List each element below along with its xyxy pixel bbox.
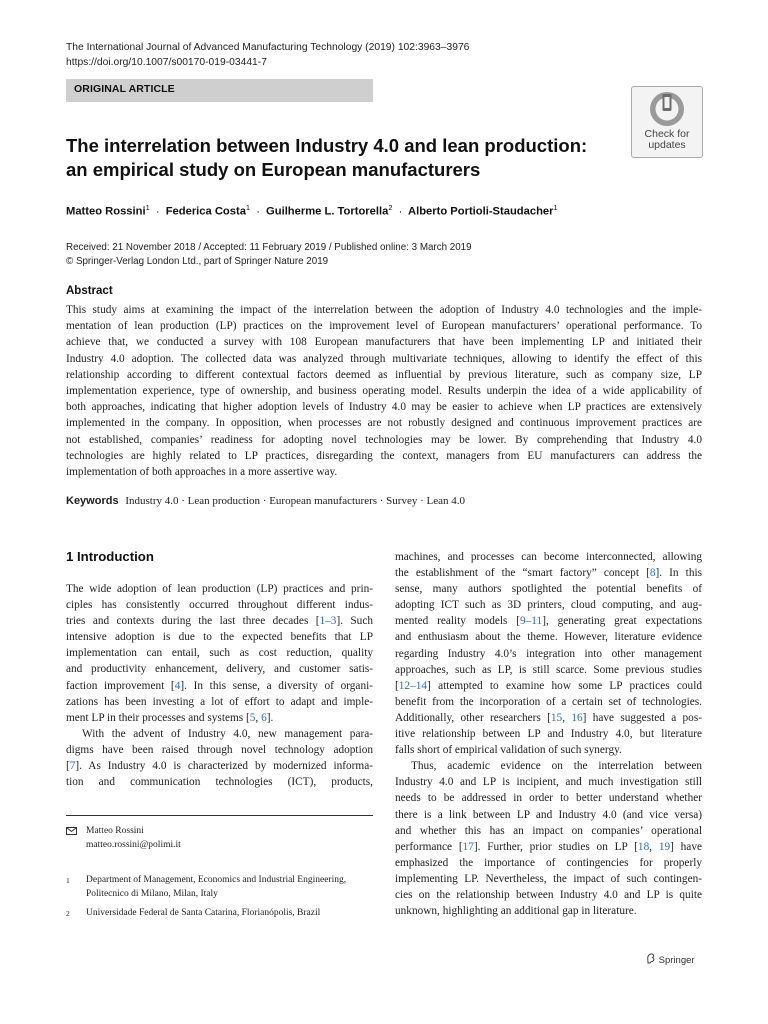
citation-link[interactable]: 18 [637, 840, 650, 853]
author-name[interactable]: Guilherme L. Tortorella [266, 205, 389, 218]
body-line: zations has been investing a lot of effort to adapt and imple- [66, 695, 373, 708]
body-line: falls short of empirical validation of such synergy. [395, 744, 622, 757]
publication-dates [66, 241, 472, 269]
copyright-line: © Springer-Verlag London Ltd., part of Springer Nature 2019 [66, 256, 329, 267]
corresponding-author [66, 825, 181, 852]
springer-logo [646, 953, 695, 966]
body-line: Thus, academic evidence on the interrelation between [411, 760, 702, 773]
citation-link[interactable]: 5 [249, 711, 256, 724]
author-separator: · [256, 205, 260, 218]
keywords-label: Keywords [66, 495, 119, 507]
springer-wordmark: Springer [658, 955, 695, 966]
section-heading: 1 Introduction [66, 549, 154, 564]
abstract-line: Industry 4.0 adoption. The collected data was analyzed through multivariate techniques, allowing to identify the effect of this [66, 352, 702, 365]
crossmark-line2: updates [648, 139, 686, 151]
body-line: needs to be addressed in order to better understand whether [395, 792, 702, 805]
affiliation-marker: 1 [553, 203, 558, 212]
body-line: implementation can entail, such as cost reduction, quality [66, 647, 373, 660]
paper-title [66, 134, 606, 182]
abstract-line: implementation of both approaches in a more assertive way. [66, 466, 338, 479]
right-column-text [395, 549, 702, 919]
corresponding-email[interactable]: matteo.rossini@polimi.it [86, 839, 181, 850]
abstract-body [66, 302, 702, 480]
abstract-line: both approaches, indicating that higher adoption levels of Industry 4.0 may be easier to achieve when LP practices are extensively [66, 401, 702, 414]
citation-link[interactable]: 6 [261, 711, 267, 724]
left-column-text [66, 581, 373, 790]
keywords-text: Industry 4.0 · Lean production · European manufacturers · Survey · Lean 4.0 [125, 495, 465, 507]
body-line: cies on the relationship between Industry 4.0 and LP is quite [395, 888, 702, 901]
body-line: tion and communication technologies (ICT), products, [66, 776, 373, 789]
affiliation-line: Department of Management, Economics and Industrial Engineering, [86, 875, 347, 885]
abstract-line: relationship according to different contextual factors deemed as influential by previous literature, such as company size, LP [66, 368, 702, 381]
check-for-updates-badge[interactable] [631, 86, 703, 158]
title-line-1: The interrelation between Industry 4.0 and lean production: [66, 135, 588, 156]
body-line: implementing LP. Nevertheless, the impact of such contingen- [395, 872, 702, 885]
body-line: emphasized the importance of contingencies for properly [395, 856, 702, 869]
affiliation-marker: 1 [145, 203, 150, 212]
body-line: sense, many authors spotlighted the potential benefits of [395, 583, 702, 596]
body-line: Additionally, other researchers [15, 16] have suggested a pos- [395, 711, 702, 724]
corresponding-name: Matteo Rossini [86, 826, 144, 836]
body-line: [12–14] attempted to examine how some LP practices could [395, 679, 702, 692]
envelope-icon [66, 827, 77, 841]
abstract-line: achieve that, we conducted a survey with 108 European manufacturers that have been implementing LP and initiated their [66, 336, 702, 349]
abstract-line: technologies are highly related to LP practices, disregarding the context, managers from EU manufacturers can address the [66, 449, 702, 462]
abstract-line: implementation experience, type of ownership, and business operating model. Results underpin the idea of a wide applicability of [66, 385, 702, 398]
affiliation-number: 1 [66, 876, 70, 885]
author-list [66, 203, 558, 218]
title-line-2: an empirical study on European manufacturers [66, 159, 481, 180]
abstract-line: not established, companies’ readiness for adopting novel technologies may be lower. By comprehending that Industry 4.0 [66, 433, 702, 446]
journal-citation: The International Journal of Advanced Manufacturing Technology (2019) 102:3963–3976 [66, 42, 470, 53]
article-type-bar [66, 79, 373, 102]
article-type-label: ORIGINAL ARTICLE [74, 83, 175, 95]
body-line: Industry 4.0 and LP is incipient, and much investigation still [395, 776, 702, 789]
citation-link[interactable]: 9–11 [520, 615, 543, 628]
author-name[interactable]: Federica Costa [165, 205, 246, 218]
body-line: there is a link between LP and Industry 4.0 (and vice versa) [395, 808, 702, 821]
body-line: regarding Industry 4.0’s integration into other management [395, 647, 702, 660]
affiliation-2 [66, 907, 373, 921]
doi-link[interactable]: https://doi.org/10.1007/s00170-019-03441-7 [66, 57, 267, 68]
citation-link[interactable]: 19 [658, 840, 671, 853]
author-separator: · [398, 205, 403, 218]
citation-link[interactable]: 15 [550, 711, 563, 724]
body-line: approaches, such as LP, is still scarce. Some previous studies [395, 663, 702, 676]
author-separator: · [155, 205, 160, 218]
keywords [66, 495, 465, 507]
body-line: unknown, highlighting an additional gap in literature. [395, 905, 637, 918]
affiliation-line: Politecnico di Milano, Milan, Italy [86, 888, 218, 899]
affiliation-marker: 2 [388, 203, 393, 212]
body-line: benefit from the incorporation of a certain set of technologies. [395, 695, 702, 708]
citation-link[interactable]: 17 [462, 840, 474, 853]
body-line: and enthusiasm about the theme. However, literature evidence [395, 631, 702, 644]
affiliation-marker: 1 [245, 203, 251, 212]
body-line: and whether this has an impact on companies’ operational [395, 824, 702, 837]
body-line: [7]. As Industry 4.0 is characterized by modernized informa- [66, 760, 373, 773]
footnote-divider [66, 815, 373, 816]
citation-link[interactable]: 1–3 [319, 615, 337, 628]
body-line: faction improvement [4]. In this sense, a diversity of organi- [66, 679, 373, 692]
body-line: mented reality models [9–11], generating great expectations [395, 615, 702, 628]
author-name[interactable]: Alberto Portioli-Staudacher [408, 205, 554, 218]
citation-link[interactable]: 8 [649, 567, 656, 580]
body-line: ciples has consistently occurred throughout different indus- [66, 599, 373, 612]
body-line: performance [17]. Further, prior studies on LP [18, 19] have [395, 840, 702, 853]
body-line: machines, and processes can become interconnected, allowing [395, 551, 702, 563]
crossmark-line1: Check for [644, 128, 690, 140]
affiliation-number: 2 [66, 909, 70, 918]
body-line: tries and contexts during the last three decades [1–3]. Such [66, 615, 373, 628]
author-name[interactable]: Matteo Rossini [66, 205, 146, 218]
body-line: and productivity enhancement, delivery, and customer satis- [66, 663, 373, 676]
affiliation-line: Universidade Federal de Santa Catarina, Florianópolis, Brazil [86, 908, 321, 918]
abstract-line: mentation of lean production (LP) practices on the improvement level of European manufacturers’ operational performance. To [66, 320, 702, 333]
citation-link[interactable]: 12–14 [398, 679, 428, 692]
citation-link[interactable]: 7 [69, 760, 76, 773]
body-line: itive relationship between LP and Industry 4.0, but literature [395, 728, 702, 741]
springer-horse-icon [646, 953, 656, 964]
body-line: intensive adoption is due to the expected benefits that LP [66, 631, 373, 644]
affiliation-1 [66, 874, 373, 901]
citation-link[interactable]: 16 [571, 711, 583, 724]
body-line: ment LP in their processes and systems [5, 6]. [66, 711, 274, 724]
citation-link[interactable]: 4 [174, 679, 181, 692]
body-line: The wide adoption of lean production (LP) practices and prin- [66, 583, 373, 595]
crossmark-icon [648, 90, 686, 128]
journal-header [66, 40, 469, 70]
abstract-heading: Abstract [66, 285, 113, 297]
body-line: the establishment of the “smart factory” concept [8]. In this [395, 567, 703, 580]
abstract-line: implemented in the company. In opposition, when processes are not robustly designed and continuous improvement practices are [66, 417, 702, 430]
body-line: digms have been raised through novel technology adoption [66, 743, 373, 756]
abstract-line: This study aims at examining the impact of the interrelation between the adoption of Industry 4.0 technologies and the imple- [66, 304, 702, 316]
body-line: With the advent of Industry 4.0, new management para- [82, 727, 373, 740]
dates-line: Received: 21 November 2018 / Accepted: 11 February 2019 / Published online: 3 March 2019 [66, 242, 472, 253]
body-line: adopting ICT such as 3D printers, cloud computing, and aug- [395, 599, 702, 612]
